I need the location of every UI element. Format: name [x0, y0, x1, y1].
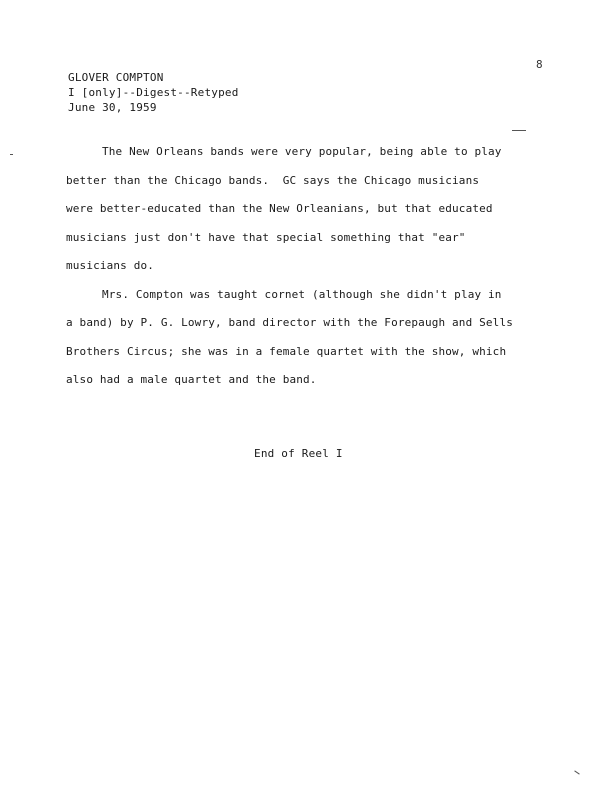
- interview-date: June 30, 1959: [68, 101, 157, 114]
- reel-info: I [only]--Digest--Retyped: [68, 86, 239, 99]
- paragraph: [66, 138, 546, 281]
- page-number: 8: [536, 58, 543, 71]
- document-header: [68, 70, 239, 115]
- text-line: musicians just don't have that special something that "ear": [66, 230, 466, 244]
- pen-mark: [10, 154, 13, 155]
- text-line: Mrs. Compton was taught cornet (although she didn't play in: [102, 287, 502, 301]
- text-line: The New Orleans bands were very popular, being able to play: [102, 145, 502, 158]
- interviewee-name: GLOVER COMPTON: [68, 71, 164, 84]
- end-of-reel-label: End of Reel I: [254, 447, 343, 460]
- text-line: better than the Chicago bands. GC says the Chicago musicians: [66, 173, 480, 187]
- text-line: musicians do.: [66, 259, 155, 272]
- text-line: were better-educated than the New Orleanians, but that educated: [66, 202, 493, 215]
- text-line: a band) by P. G. Lowry, band director with the Forepaugh and Sells: [66, 316, 513, 329]
- document-body: [66, 138, 546, 395]
- text-line: Brothers Circus; she was in a female quartet with the show, which: [66, 344, 507, 358]
- paragraph: [66, 281, 546, 395]
- pen-mark: [512, 130, 526, 131]
- scan-mark: [574, 770, 579, 774]
- text-line: also had a male quartet and the band.: [66, 373, 317, 386]
